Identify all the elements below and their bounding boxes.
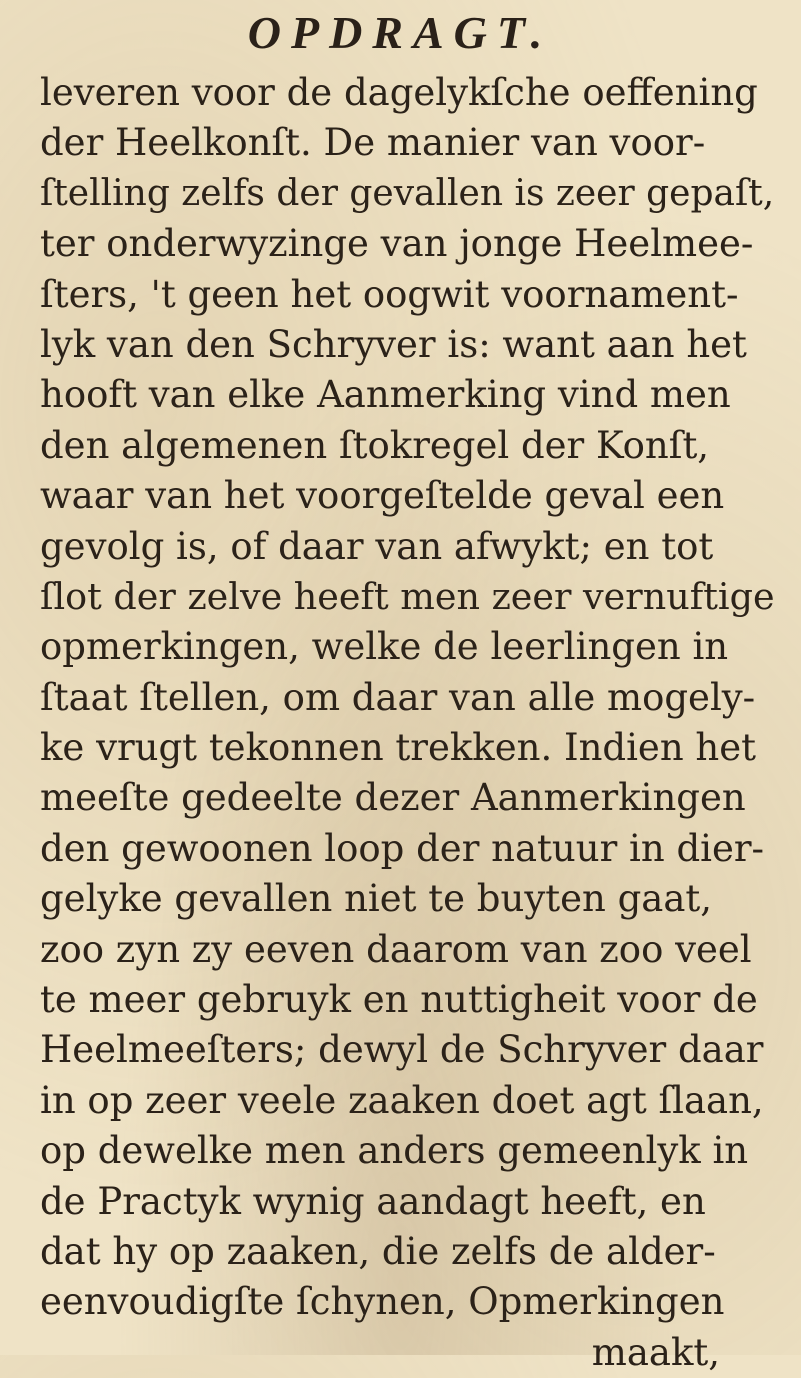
- text-line: hooft van elke Aanmerking vind men: [40, 373, 731, 417]
- text-line: ſtaat ſtellen, om daar van alle mogely-: [40, 675, 756, 719]
- text-line: ſlot der zelve heeft men zeer vernuftige: [40, 574, 775, 618]
- text-line: gevolg is, of daar van afwykt; en tot: [40, 524, 714, 568]
- text-line: dat hy op zaaken, die zelfs de alder-: [40, 1229, 716, 1273]
- page-header: OPDRAGT.: [247, 7, 553, 58]
- text-line: ſters, 't geen het oogwit voornament-: [40, 272, 739, 316]
- text-line: den algemenen ſtokregel der Konſt,: [40, 423, 710, 467]
- text-line: ſtelling zelfs der gevallen is zeer gepaſt,: [40, 172, 775, 214]
- text-line: in op zeer veele zaaken doet agt ſlaan,: [40, 1078, 764, 1122]
- text-line: der Heelkonſt. De manier van voor-: [40, 121, 706, 165]
- text-line: op dewelke men anders gemeenlyk in: [40, 1129, 749, 1173]
- text-line: meeſte gedeelte dezer Aanmerkingen: [40, 776, 746, 820]
- text-line: te meer gebruyk en nuttigheit voor de: [40, 978, 758, 1022]
- text-line: zoo zyn zy eeven daarom van zoo veel: [40, 927, 752, 971]
- text-line: de Practyk wynig aandagt heeft, en: [40, 1179, 706, 1223]
- body-text: [40, 68, 780, 1378]
- text-line: ke vrugt tekonnen trekken. Indien het: [40, 726, 757, 770]
- text-line: den gewoonen loop der natuur in dier-: [40, 826, 765, 870]
- text-line: leveren voor de dagelykſche oeffening: [40, 71, 758, 114]
- text-line: gelyke gevallen niet te buyten gaat,: [40, 877, 713, 921]
- text-line: ter onderwyzinge van jonge Heelmee-: [40, 222, 754, 266]
- text-line: lyk van den Schryver is: want aan het: [40, 322, 747, 366]
- catchword: maakt,: [591, 1330, 720, 1374]
- text-line: waar van het voorgeſtelde geval een: [40, 474, 725, 518]
- text-line: eenvoudigſte ſchynen, Opmerkingen: [40, 1280, 725, 1324]
- text-line: opmerkingen, welke de leerlingen in: [40, 625, 729, 669]
- text-line: Heelmeeſters; dewyl de Schryver daar: [40, 1028, 764, 1072]
